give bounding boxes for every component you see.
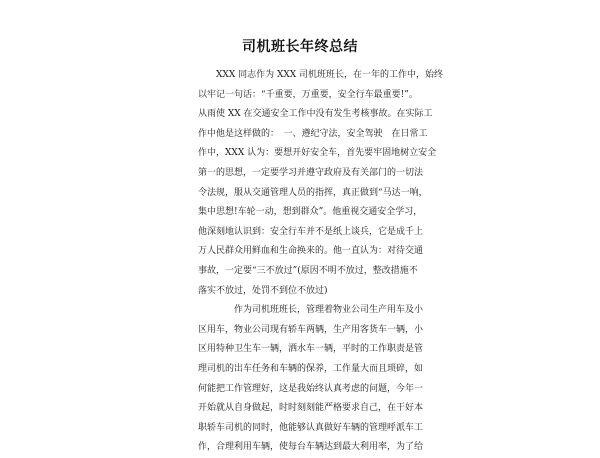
body-line: 第一的思想，一定要学习并遵守政府及有关部门的一切法 <box>198 167 424 178</box>
body-line: 集中思想!车轮一动，想到群众”。他重视交通安全学习， <box>198 207 423 218</box>
body-line: XXX 同志作为 XXX 司机班班长，在一年的工作中，始终 <box>198 70 444 80</box>
body-line: 作中他是这样做的： 一、遵纪守法，安全驾驶 在日常工 <box>198 128 428 139</box>
body-line: 区用特种卫生车一辆，洒水车一辆，平时的工作职责是管 <box>198 344 424 355</box>
body-line: 作为司机班班长，管理着物业公司生产用车及小 <box>198 305 424 316</box>
body-line: 区用车，物业公司现有轿车两辆，生产用客货车一辆，小 <box>198 324 424 335</box>
body-line: 他深刻地认识到：安全行车并不是纸上谈兵，它是成千上 <box>198 226 424 237</box>
body-line: 理司机的出车任务和车辆的保养，工作量大而且琐碎，如 <box>198 363 424 374</box>
body-line: 以牢记一句话：“千重要，万重要，安全行车最重要!”。 <box>198 89 418 100</box>
body-line: 开始就从自身做起，时时刻刻能严格要求自己，在干好本 <box>198 403 424 414</box>
body-line: 作，合理利用车辆，使每台车辆达到最大利用率，为了给 <box>198 442 424 453</box>
body-line: 从雨使 XX 在交通安全工作中没有发生考核事故。在实际工 <box>198 109 433 120</box>
document-title: 司机班长年终总结 <box>242 39 358 55</box>
document-body <box>198 66 444 458</box>
body-line: 落实不放过，处罚不到位不放过) <box>198 285 328 296</box>
body-line: 事故，一定要“三不放过”(原因不明不放过，整改措施不 <box>198 265 418 276</box>
body-line: 何能把工作管理好，这是我始终认真考虑的问题，今年一 <box>198 383 424 394</box>
body-line: 万人民群众用鲜血和生命换来的。他一直认为：对待交通 <box>198 246 424 257</box>
body-line: 职轿车司机的同时，他能够认真做好车辆的管理呼派车工 <box>198 422 424 433</box>
body-line: 令法规，服从交通管理人员的指挥，真正做到“马达一响， <box>198 187 428 198</box>
body-line: 作中，XXX 认为：要想开好安全车，首先要牢固地树立安全 <box>198 148 437 159</box>
